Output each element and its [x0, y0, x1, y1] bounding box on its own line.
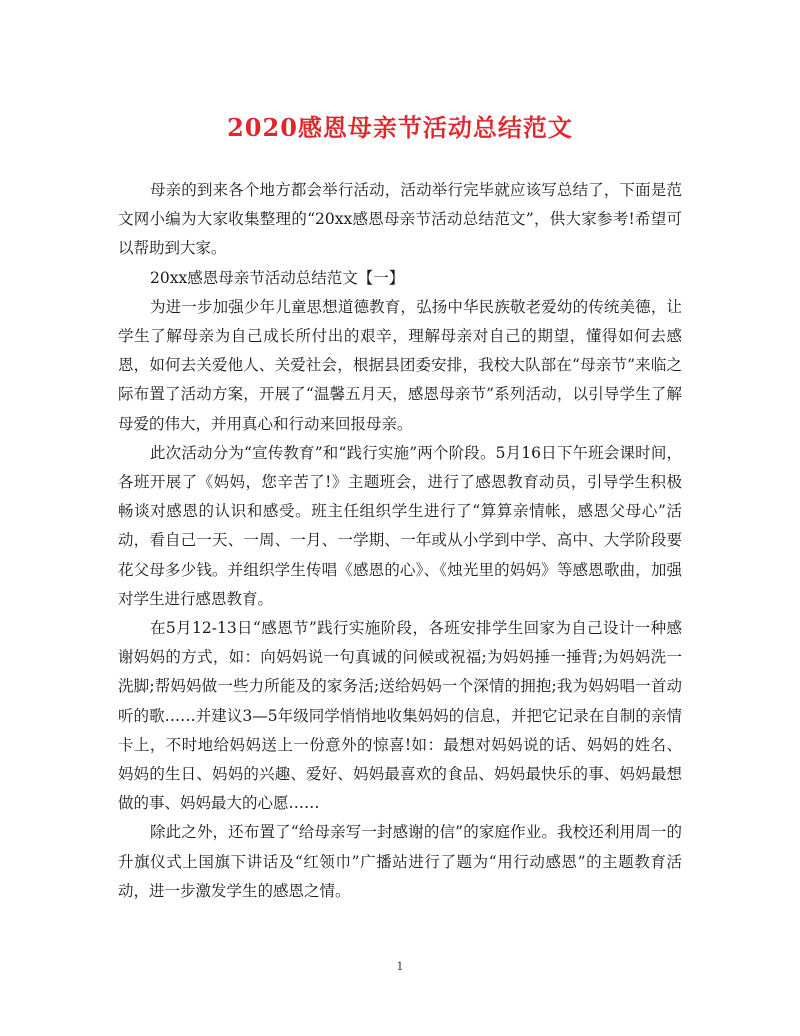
body-paragraph: 除此之外，还布置了“给母亲写一封感谢的信”的家庭作业。我校还利用周一的升旗仪式上国旗下讲话及“红领巾”广播站进行了题为“用行动感恩”的主题教育活动，进一步激发学生的感恩之情。	[118, 823, 682, 900]
intro-paragraph: 母亲的到来各个地方都会举行活动，活动举行完毕就应该写总结了，下面是范文网小编为大家收集整理的“20xx感恩母亲节活动总结范文”，供大家参考!希望可以帮助到大家。	[118, 181, 682, 258]
document-title: 2020感恩母亲节活动总结范文	[227, 113, 573, 142]
document-body	[118, 176, 682, 906]
body-paragraph: 为进一步加强少年儿童思想道德教育，弘扬中华民族敬老爱幼的传统美德，让学生了解母亲为自己成长所付出的艰辛，理解母亲对自己的期望，懂得如何去感恩，如何去关爱他人、关爱社会，根据县团委安排，我校大队部在“母亲节”来临之际布置了活动方案，开展了“温馨五月天，感恩母亲节”系列活动，以引导学生了解母爱的伟大，并用真心和行动来回报母亲。	[118, 297, 682, 433]
body-paragraph: 在5月12-13日“感恩节”践行实施阶段，各班安排学生回家为自己设计一种感谢妈妈的方式，如：向妈妈说一句真诚的问候或祝福;为妈妈捶一捶背;为妈妈洗一洗脚;帮妈妈做一些力所能及的家务活;送给妈妈一个深情的拥抱;我为妈妈唱一首动听的歌……并建议3—5年级同学悄悄地收集妈妈的信息，并把它记录在自制的亲情卡上，不时地给妈妈送上一份意外的惊喜!如：最想对妈妈说的话、妈妈的姓名、妈妈的生日、妈妈的兴趣、爱好、妈妈最喜欢的食品、妈妈最快乐的事、妈妈最想做的事、妈妈最大的心愿……	[118, 619, 682, 813]
section-heading: 20xx感恩母亲节活动总结范文【一】	[150, 268, 405, 287]
body-paragraph: 此次活动分为“宣传教育”和“践行实施”两个阶段。5月16日下午班会课时间，各班开展了《妈妈，您辛苦了!》主题班会，进行了感恩教育动员，引导学生积极畅谈对感恩的认识和感受。班主任组织学生进行了“算算亲情帐，感恩父母心”活动，看自己一天、一周、一月、一学期、一年或从小学到中学、高中、大学阶段要花父母多少钱。并组织学生传唱《感恩的心》、《烛光里的妈妈》等感恩歌曲，加强对学生进行感恩教育。	[118, 443, 682, 608]
page-number: 1	[396, 960, 404, 973]
